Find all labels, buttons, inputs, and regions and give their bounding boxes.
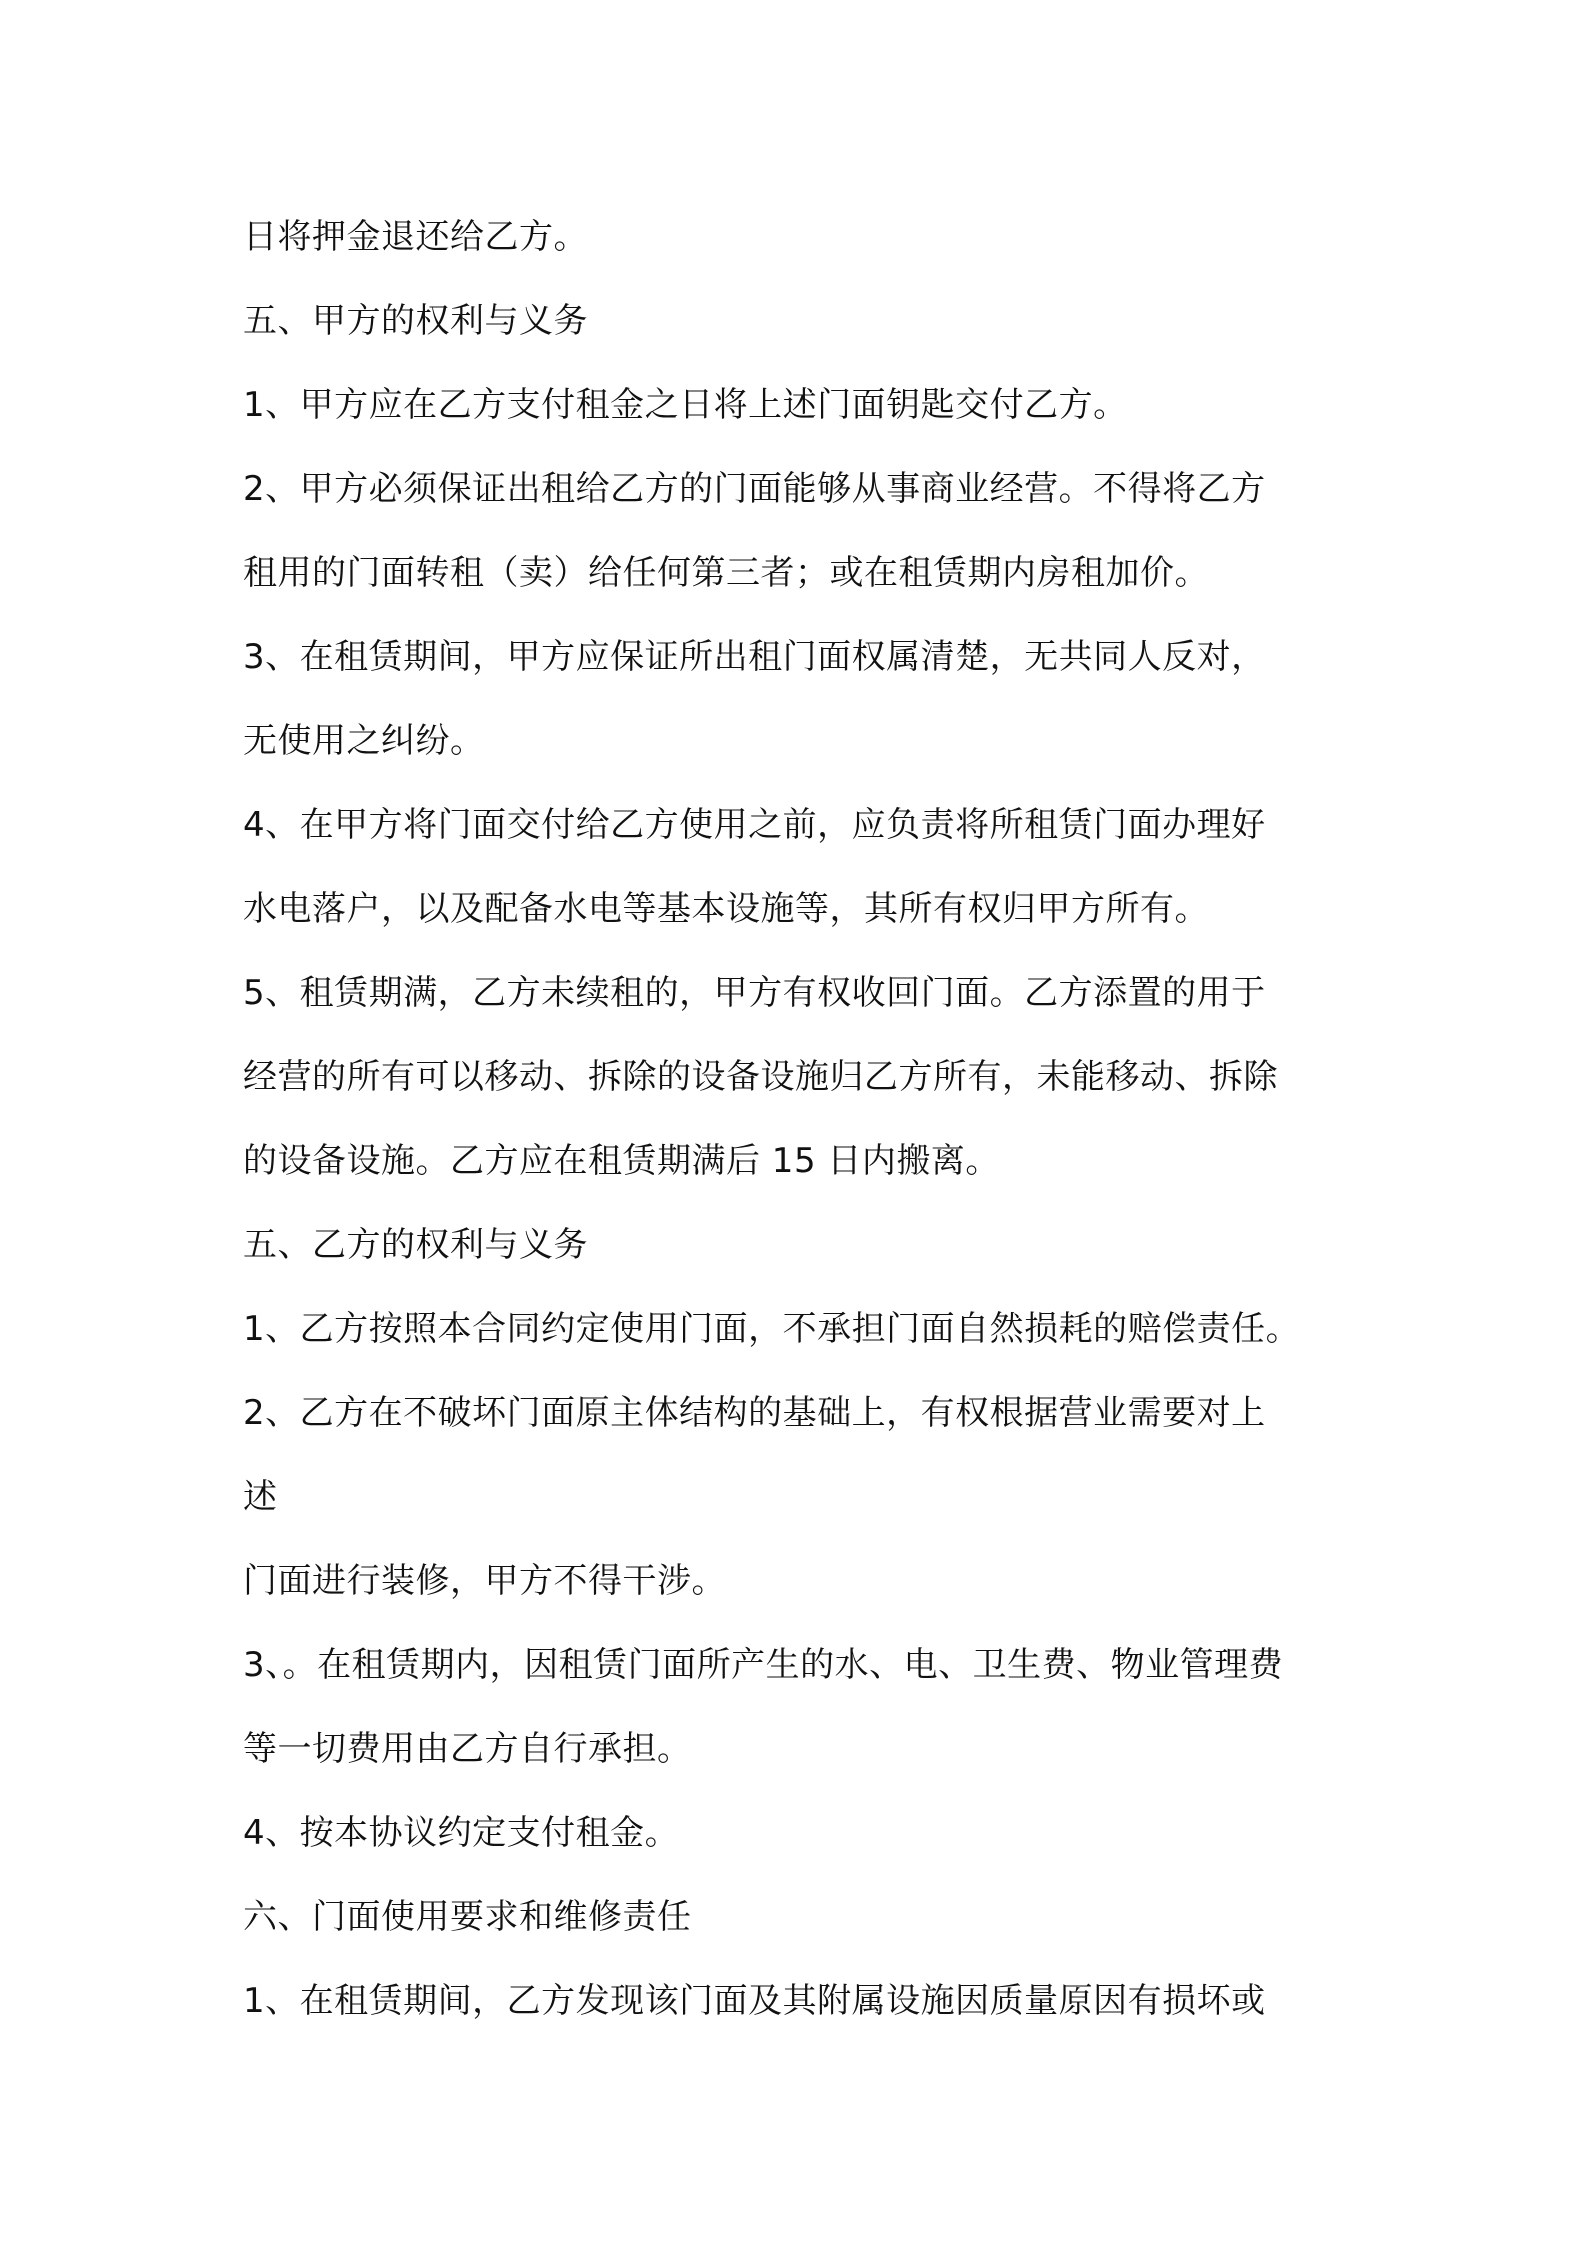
text-line: 4、按本协议约定支付租金。 [243, 1813, 680, 1853]
text-line: 2、乙方在不破坏门面原主体结构的基础上，有权根据营业需要对上 [243, 1393, 1266, 1433]
document-body [243, 195, 1383, 2043]
text-line: 3、在租赁期间，甲方应保证所出租门面权属清楚，无共同人反对， [243, 637, 1266, 677]
text-line: 3、。在租赁期内，因租赁门面所产生的水、电、卫生费、物业管理费 [243, 1645, 1284, 1685]
text-line: 门面进行装修，甲方不得干涉。 [243, 1561, 726, 1601]
text-line: 1、乙方按照本合同约定使用门面，不承担门面自然损耗的赔偿责任。 [243, 1309, 1301, 1349]
section-heading: 五、乙方的权利与义务 [243, 1225, 588, 1265]
section-heading: 五、甲方的权利与义务 [243, 301, 588, 341]
text-line: 的设备设施。乙方应在租赁期满后 15 日内搬离。 [243, 1141, 1000, 1181]
text-line: 无使用之纠纷。 [243, 721, 485, 761]
text-line: 日将押金退还给乙方。 [243, 217, 588, 257]
text-line: 2、甲方必须保证出租给乙方的门面能够从事商业经营。不得将乙方 [243, 469, 1266, 509]
text-line: 经营的所有可以移动、拆除的设备设施归乙方所有，未能移动、拆除 [243, 1057, 1278, 1097]
text-line: 4、在甲方将门面交付给乙方使用之前，应负责将所租赁门面办理好 [243, 805, 1266, 845]
text-line: 述 [243, 1477, 278, 1517]
text-line: 1、在租赁期间，乙方发现该门面及其附属设施因质量原因有损坏或 [243, 1981, 1266, 2021]
section-heading: 六、门面使用要求和维修责任 [243, 1897, 692, 1937]
text-line: 1、甲方应在乙方支付租金之日将上述门面钥匙交付乙方。 [243, 385, 1128, 425]
text-line: 等一切费用由乙方自行承担。 [243, 1729, 692, 1769]
text-line: 租用的门面转租（卖）给任何第三者；或在租赁期内房租加价。 [243, 553, 1209, 593]
text-line: 水电落户，以及配备水电等基本设施等，其所有权归甲方所有。 [243, 889, 1209, 929]
text-line: 5、租赁期满，乙方未续租的，甲方有权收回门面。乙方添置的用于 [243, 973, 1266, 1013]
